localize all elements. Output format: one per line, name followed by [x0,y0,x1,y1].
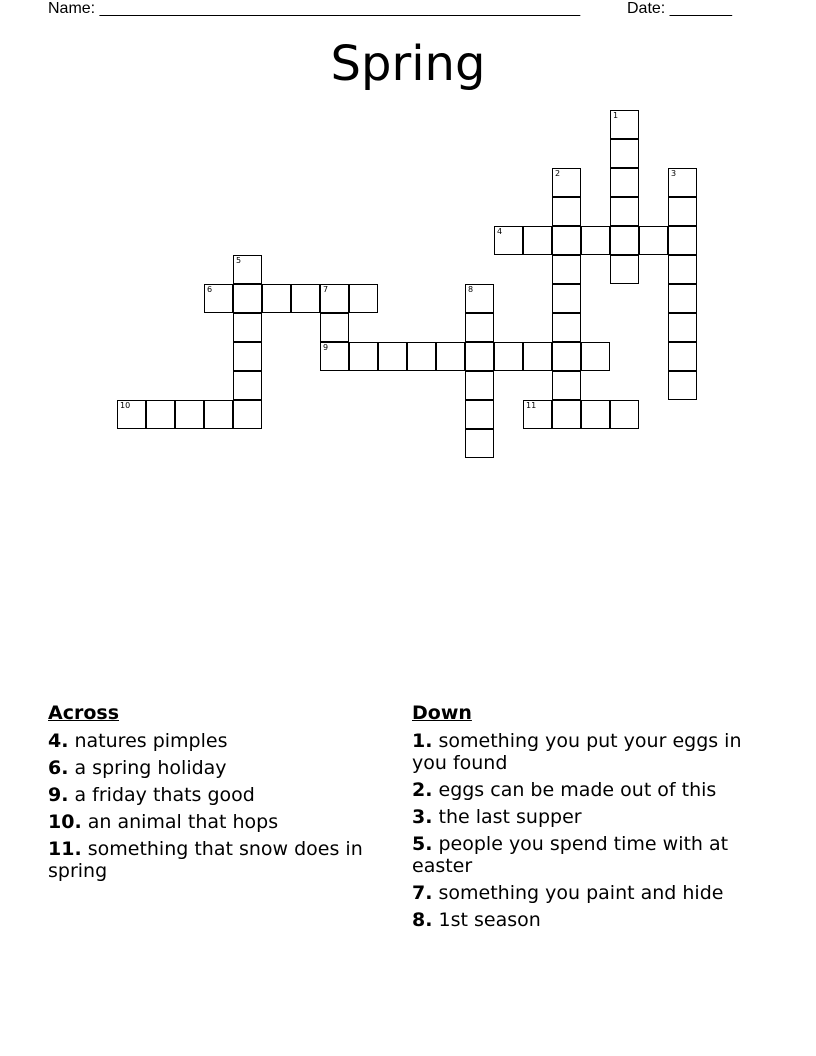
clue-number: 4. [48,730,69,752]
clue-number: 1. [412,730,433,752]
crossword-cell [610,110,639,139]
crossword-cell [523,400,552,429]
down-clue [412,833,752,877]
crossword-cell [581,226,610,255]
crossword-cell [320,284,349,313]
crossword-cell [233,400,262,429]
across-clue [48,730,398,752]
crossword-cell [581,400,610,429]
clue-text: a spring holiday [74,757,227,779]
cell-number: 2 [555,169,561,178]
crossword-cell [668,371,697,400]
crossword-cell [610,197,639,226]
crossword-cell [668,342,697,371]
crossword-cell [552,371,581,400]
crossword-cell [668,284,697,313]
crossword-cell [233,313,262,342]
crossword-cell [204,400,233,429]
clue-number: 6. [48,757,69,779]
crossword-cell [175,400,204,429]
crossword-cell [523,226,552,255]
down-clue [412,779,752,801]
cell-number: 4 [497,227,503,236]
crossword-cell [610,255,639,284]
clue-text: something that snow does in spring [48,838,363,882]
clue-text: 1st season [438,909,541,931]
crossword-cell [552,168,581,197]
crossword-cell [465,429,494,458]
cell-number: 5 [236,256,242,265]
across-clue [48,757,398,779]
clue-number: 3. [412,806,433,828]
crossword-cell [465,371,494,400]
crossword-cell [204,284,233,313]
crossword-cell [552,284,581,313]
clue-text: something you put your eggs in you found [412,730,742,774]
crossword-cell [610,400,639,429]
date-field-label: Date: _______ [627,0,732,17]
crossword-cell [291,284,320,313]
crossword-cell [378,342,407,371]
crossword-cell [610,139,639,168]
cell-number: 9 [323,343,329,352]
crossword-cell [552,313,581,342]
down-clue [412,806,752,828]
crossword-cell [320,313,349,342]
crossword-cell [668,255,697,284]
across-clue [48,838,398,882]
crossword-cell [465,284,494,313]
cell-number: 8 [468,285,474,294]
crossword-cell [668,313,697,342]
cell-number: 11 [526,401,537,410]
page-title: Spring [330,36,486,92]
down-clues [412,702,752,936]
cell-number: 3 [671,169,677,178]
crossword-cell [494,342,523,371]
crossword-cell [233,255,262,284]
down-clue [412,730,752,774]
across-clues [48,702,398,887]
clue-number: 7. [412,882,433,904]
across-clue [48,811,398,833]
clue-text: people you spend time with at easter [412,833,729,877]
cell-number: 1 [613,111,619,120]
across-clue [48,784,398,806]
crossword-cell [349,342,378,371]
crossword-cell [465,313,494,342]
down-clue [412,882,752,904]
clue-number: 11. [48,838,82,860]
crossword-cell [494,226,523,255]
crossword-cell [233,342,262,371]
crossword-cell [668,197,697,226]
clue-text: natures pimples [74,730,228,752]
crossword-cell [668,168,697,197]
crossword-cell [552,197,581,226]
crossword-cell [610,226,639,255]
clue-number: 8. [412,909,433,931]
crossword-cell [465,342,494,371]
cell-number: 6 [207,285,213,294]
clue-number: 5. [412,833,433,855]
clue-number: 9. [48,784,69,806]
cell-number: 7 [323,285,329,294]
clue-text: a friday thats good [74,784,255,806]
crossword-cell [407,342,436,371]
crossword-cell [552,400,581,429]
name-field-label: Name: ______________________________________________________ [48,0,581,17]
crossword-cell [320,342,349,371]
crossword-cell [233,371,262,400]
cell-number: 10 [120,401,131,410]
crossword-cell [262,284,291,313]
crossword-cell [233,284,262,313]
clue-text: the last supper [438,806,582,828]
crossword-cell [465,400,494,429]
crossword-cell [349,284,378,313]
crossword-cell [552,342,581,371]
crossword-cell [610,168,639,197]
clue-number: 10. [48,811,82,833]
crossword-cell [436,342,465,371]
crossword-cell [668,226,697,255]
crossword-cell [552,226,581,255]
across-heading: Across [48,702,120,724]
clue-text: eggs can be made out of this [438,779,717,801]
clue-text: something you paint and hide [438,882,724,904]
crossword-cell [146,400,175,429]
clue-number: 2. [412,779,433,801]
clue-text: an animal that hops [87,811,279,833]
crossword-cell [552,255,581,284]
crossword-cell [117,400,146,429]
down-clue [412,909,752,931]
down-heading: Down [412,702,472,724]
crossword-cell [523,342,552,371]
crossword-cell [581,342,610,371]
crossword-cell [639,226,668,255]
